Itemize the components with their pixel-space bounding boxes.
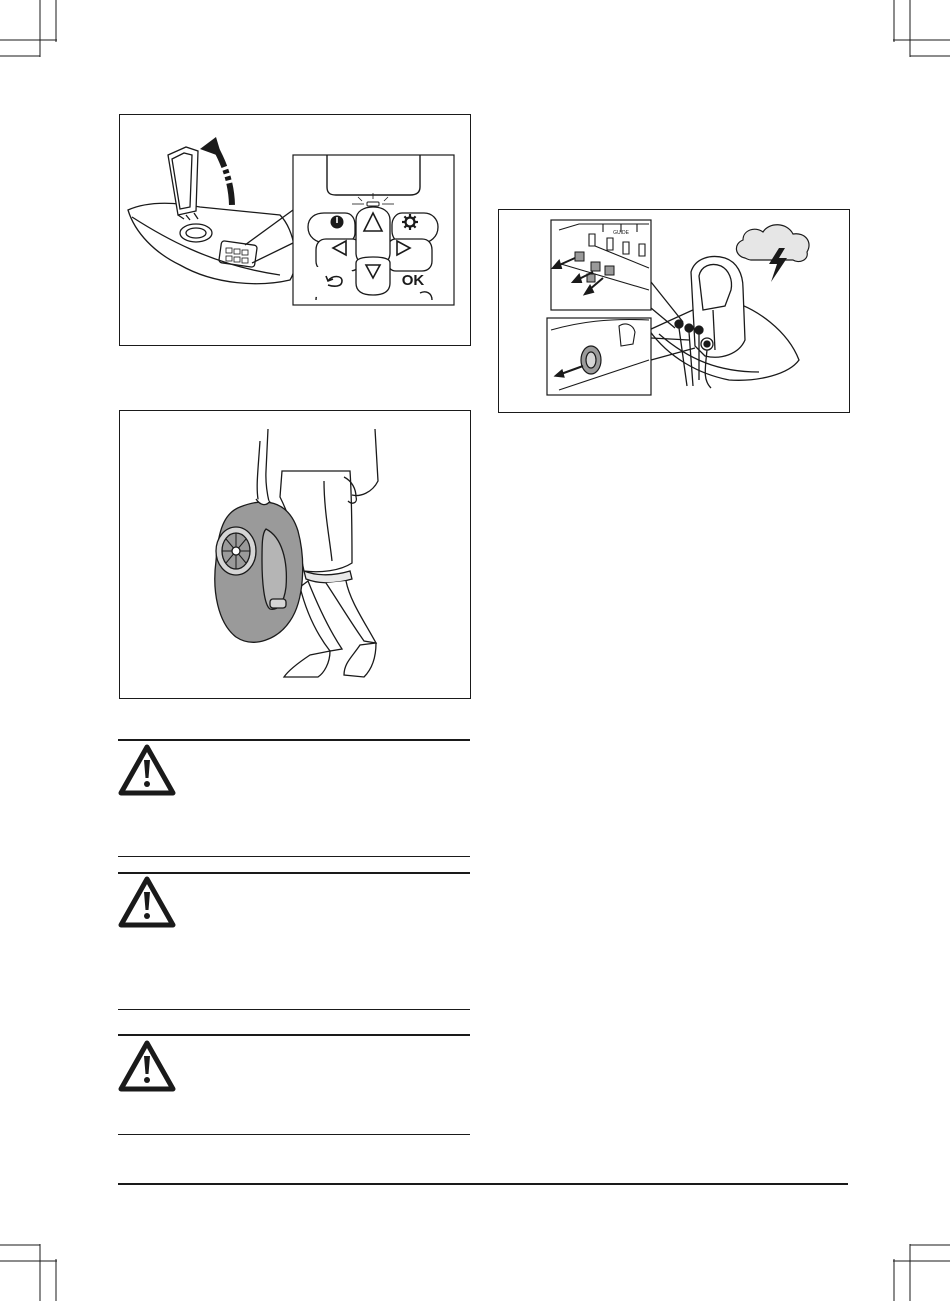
- warning-triangle-icon: [118, 876, 176, 928]
- power-icon: [331, 216, 344, 229]
- warning-2-bottom-rule: [118, 1009, 470, 1010]
- footer-rule: [118, 1183, 848, 1185]
- warning-triangle-icon: [118, 1040, 176, 1092]
- figure-charging-station: [498, 209, 850, 413]
- warning-3-top-rule: [118, 1034, 470, 1036]
- warning-2: [118, 876, 470, 1006]
- warning-3-bottom-rule: [118, 1134, 470, 1135]
- warning-1-top-rule: [118, 739, 470, 741]
- figure-lid-keypad: [119, 114, 471, 346]
- lid-illustration: [120, 115, 470, 345]
- carry-illustration: [120, 411, 470, 698]
- station-panel-label: GUIDE: [613, 230, 629, 236]
- station-illustration: [499, 210, 849, 412]
- warning-triangle-icon: [118, 744, 176, 796]
- figure-carry-mower: [119, 410, 471, 699]
- warning-1: [118, 744, 470, 854]
- warning-2-top-rule: [118, 872, 470, 874]
- warning-1-bottom-rule: [118, 856, 470, 857]
- warning-3: [118, 1040, 470, 1130]
- ok-label: OK: [401, 272, 425, 289]
- storm-cloud-icon: [736, 225, 809, 282]
